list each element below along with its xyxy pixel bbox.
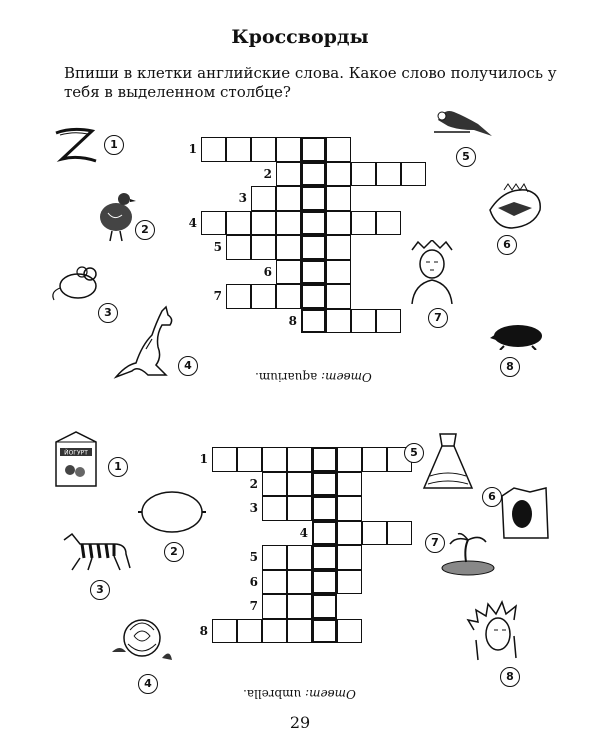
picture-number-8: 8 [500,357,520,377]
crossword-cell[interactable] [276,260,301,285]
row-number: 3 [249,501,258,515]
row-number: 8 [288,313,297,328]
row-number: 5 [249,550,258,564]
row-number: 7 [249,599,258,613]
crossword-cell[interactable] [226,137,251,162]
crossword-cell[interactable] [351,309,376,334]
indian-icon [464,600,530,664]
crossword-cell[interactable] [287,619,312,644]
dress-icon [420,432,476,494]
crossword-cell[interactable] [326,260,351,285]
picture-number-7: 7 [428,308,448,328]
crossword-cell[interactable] [376,309,401,334]
letter-z-icon [52,125,102,167]
crossword-cell[interactable] [262,594,287,619]
row-number: 7 [213,289,222,303]
crossword-cell[interactable] [326,137,351,162]
row-number: 6 [249,574,258,589]
crossword-cell[interactable] [276,284,301,309]
crossword-cell[interactable] [287,570,312,595]
row-number: 4 [299,525,308,540]
picture-number-7b: 7 [425,533,445,553]
crossword-cell[interactable] [276,137,301,162]
crossword-cell[interactable] [326,284,351,309]
crossword-cell[interactable] [301,162,326,187]
crossword-cell[interactable] [351,162,376,187]
row-number: 2 [249,476,258,491]
crossword-cell[interactable] [312,447,337,472]
kangaroo-icon [112,305,182,380]
crossword-cell[interactable] [237,447,262,472]
crossword-cell[interactable] [237,619,262,644]
crossword-cell[interactable] [337,545,362,570]
picture-number-1: 1 [104,135,124,155]
iguana-icon [484,180,546,242]
crossword-cell[interactable] [312,521,337,546]
crossword-cell[interactable] [301,309,326,334]
crossword-cell[interactable] [312,619,337,644]
crossword-cell[interactable] [301,235,326,260]
row-number: 3 [238,191,247,205]
mole-icon [484,320,548,350]
crossword-cell[interactable] [301,260,326,285]
crossword-cell[interactable] [301,284,326,309]
crossword-cell[interactable] [312,594,337,619]
crossword-cell[interactable] [326,186,351,211]
parrot-icon [434,102,494,142]
row-number: 5 [213,240,222,254]
crossword-cell[interactable] [362,521,387,546]
crossword-cell[interactable] [276,186,301,211]
picture-number-6: 6 [497,235,517,255]
crossword-cell[interactable] [262,619,287,644]
crossword-cell[interactable] [287,545,312,570]
crossword-cell[interactable] [326,309,351,334]
crossword-cell[interactable] [276,211,301,236]
row-number: 8 [199,623,208,638]
crossword-cell[interactable] [262,496,287,521]
crossword-cell[interactable] [251,137,276,162]
picture-number-2b: 2 [164,542,184,562]
crossword-cell[interactable] [337,496,362,521]
picture-number-5b: 5 [404,443,424,463]
crossword-cell[interactable] [287,447,312,472]
crossword-cell[interactable] [287,496,312,521]
crossword-cell[interactable] [251,186,276,211]
crossword-cell[interactable] [337,619,362,644]
instruction-text: Впиши в клетки английские слова. Какое слово получилось у тебя в выделенном столбце? [64,64,557,101]
crossword-cell[interactable] [312,545,337,570]
crossword-cell[interactable] [276,235,301,260]
picture-number-4b: 4 [138,674,158,694]
row-number: 1 [188,142,197,156]
crossword-cell[interactable] [262,570,287,595]
crossword-cell[interactable] [326,162,351,187]
page-number: 29 [289,713,311,732]
crossword-cell[interactable] [337,472,362,497]
page-title: Кроссворды [231,26,369,48]
mouse-icon [48,262,104,302]
yogurt-icon [50,428,102,488]
crossword-cell[interactable] [226,235,251,260]
crossword-cell[interactable] [276,162,301,187]
crossword-cell[interactable] [251,235,276,260]
crossword-cell[interactable] [376,211,401,236]
row-number: 4 [188,215,197,230]
crossword-cell[interactable] [287,594,312,619]
cave-icon [500,486,550,540]
crossword-cell[interactable] [251,211,276,236]
picture-number-4: 4 [178,356,198,376]
picture-number-1b: 1 [108,457,128,477]
crossword-2-answer: Ответ: umbrella. [243,687,356,701]
crossword-cell[interactable] [401,162,426,187]
quail-icon [94,185,138,243]
crossword-cell[interactable] [226,284,251,309]
picture-number-5: 5 [456,147,476,167]
crossword-cell[interactable] [251,284,276,309]
crossword-cell[interactable] [301,186,326,211]
crossword-cell[interactable] [326,235,351,260]
picture-number-2: 2 [135,220,155,240]
row-number: 6 [263,264,272,279]
crossword-cell[interactable] [337,447,362,472]
crossword-cell[interactable] [212,447,237,472]
crossword-1-answer: Ответ: aquarium. [255,370,372,384]
crossword-cell[interactable] [387,521,412,546]
crossword-cell[interactable] [337,521,362,546]
crossword-cell[interactable] [312,570,337,595]
crossword-cell[interactable] [351,211,376,236]
crossword-cell[interactable] [226,211,251,236]
crossword-cell[interactable] [326,211,351,236]
zebra-icon [58,528,134,572]
yogurt-label: ЙОГУРТ [64,449,88,457]
crossword-cell[interactable] [201,211,226,236]
picture-number-6b: 6 [482,487,502,507]
rose-icon [106,608,176,668]
crossword-cell[interactable] [362,447,387,472]
crossword-cell[interactable] [376,162,401,187]
crossword-cell[interactable] [301,211,326,236]
indian-chief-icon [408,240,456,304]
row-number: 2 [263,166,272,181]
island-icon [438,530,498,578]
crossword-cell[interactable] [287,472,312,497]
crossword-cell[interactable] [312,472,337,497]
crossword-cell[interactable] [262,545,287,570]
picture-number-3b: 3 [90,580,110,600]
crossword-cell[interactable] [262,472,287,497]
crossword-cell[interactable] [201,137,226,162]
crossword-cell[interactable] [262,447,287,472]
row-number: 1 [199,452,208,466]
crossword-cell[interactable] [212,619,237,644]
crossword-cell[interactable] [337,570,362,595]
lemon-icon [134,488,210,536]
crossword-cell[interactable] [301,137,326,162]
picture-number-8b: 8 [500,667,520,687]
picture-number-3: 3 [98,303,118,323]
crossword-cell[interactable] [312,496,337,521]
